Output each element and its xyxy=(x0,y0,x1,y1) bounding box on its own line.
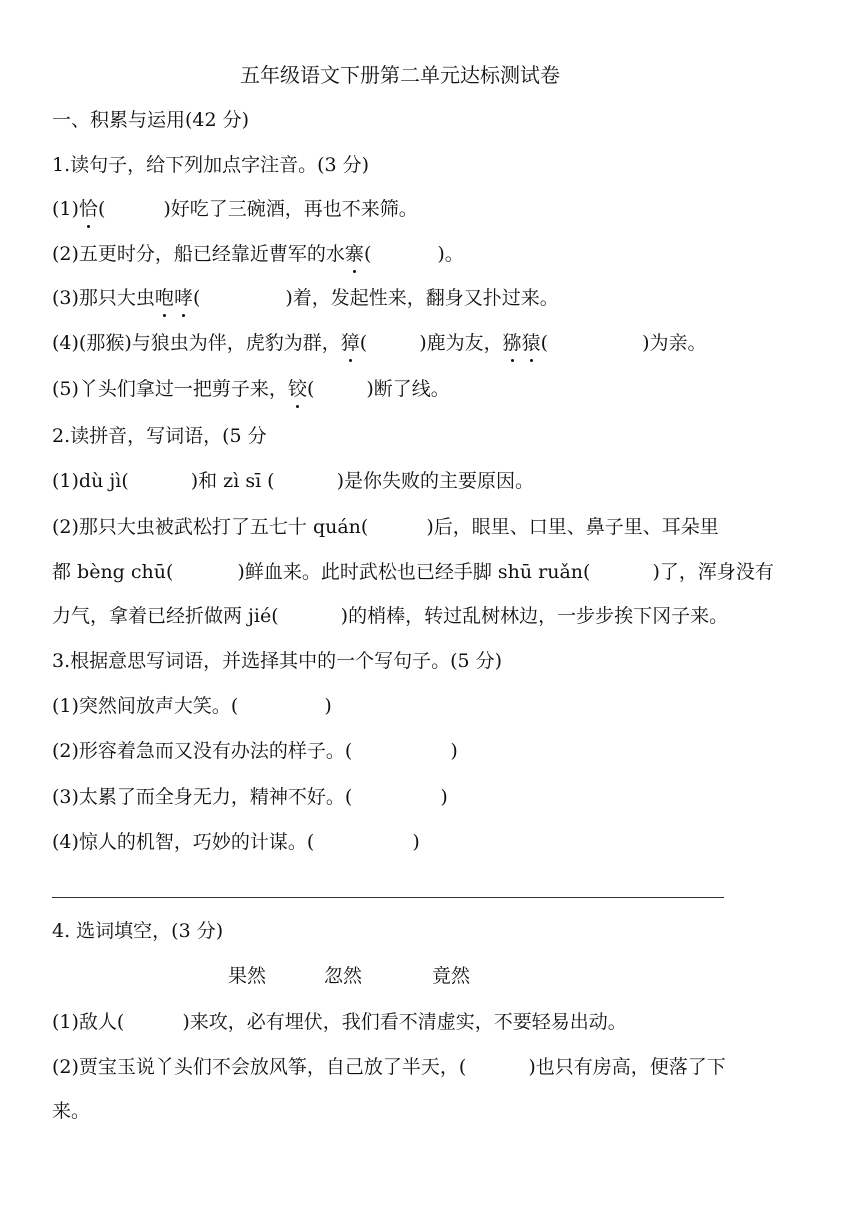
question-1-item-4: (4)(那猴)与狼虫为伴，虎豹为群，獐( )鹿为友，猕猿( )为亲。 xyxy=(52,332,707,354)
question-1-item-5: (5)丫头们拿过一把剪子来，铰( )断了线。 xyxy=(52,378,450,400)
dotted-char: 猕 xyxy=(502,332,522,354)
dotted-char: 恰 xyxy=(78,198,98,220)
question-1-item-2: (2)五更时分，船已经靠近曹军的水寨( )。 xyxy=(52,243,464,265)
question-1-item-1: (1)恰( )好吃了三碗酒，再也不来筛。 xyxy=(52,198,418,220)
section-heading: 一、积累与运用(42 分) xyxy=(52,109,250,131)
question-4-item-2-continued: 来。 xyxy=(52,1100,91,1122)
word-option: 果然 xyxy=(228,965,267,987)
word-option: 忽然 xyxy=(324,965,363,987)
question-2-line-1: (1)dù jì( )和 zì sī ( )是你失败的主要原因。 xyxy=(52,470,535,492)
question-2-line-3: 都 bèng chū( )鲜血来。此时武松也已经手脚 shū ruǎn( )了，浑身没有 xyxy=(52,561,774,583)
dotted-char: 獐 xyxy=(340,332,360,354)
dotted-char: 猿 xyxy=(521,332,541,354)
question-4-item-1: (1)敌人( )来攻，必有埋伏，我们看不清虚实，不要轻易出动。 xyxy=(52,1011,627,1033)
question-4-heading: 4. 选词填空，(3 分) xyxy=(52,920,224,942)
question-3-heading: 3.根据意思写词语，并选择其中的一个写句子。(5 分) xyxy=(52,650,503,672)
question-3-item-1: (1)突然间放声大笑。( ) xyxy=(52,695,332,717)
dotted-char: 铰 xyxy=(287,378,307,400)
question-3-item-3: (3)太累了而全身无力，精神不好。( ) xyxy=(52,786,448,808)
dotted-char: 哮 xyxy=(173,287,193,309)
question-2-heading: 2.读拼音，写词语，(5 分 xyxy=(52,425,267,447)
question-1-heading: 1.读句子，给下列加点字注音。(3 分) xyxy=(52,154,370,176)
question-1-item-3: (3)那只大虫咆哮( )着，发起性来，翻身又扑过来。 xyxy=(52,287,559,309)
question-2-line-2: (2)那只大虫被武松打了五七十 quán( )后，眼里、口里、鼻子里、耳朵里 xyxy=(52,516,719,538)
word-option: 竟然 xyxy=(432,965,471,987)
dotted-char: 寨 xyxy=(344,243,364,265)
question-3-item-2: (2)形容着急而又没有办法的样子。( ) xyxy=(52,740,458,762)
question-4-item-2: (2)贾宝玉说丫头们不会放风筝，自己放了半天，( )也只有房高，便落了下 xyxy=(52,1056,726,1078)
sentence-answer-line[interactable] xyxy=(52,897,724,898)
dotted-char: 咆 xyxy=(154,287,174,309)
question-2-line-4: 力气，拿着已经折做两 jié( )的梢棒，转过乱树林边，一步步挨下冈子来。 xyxy=(52,605,729,627)
page-title: 五年级语文下册第二单元达标测试卷 xyxy=(240,63,560,87)
question-3-item-4: (4)惊人的机智，巧妙的计谋。( ) xyxy=(52,831,420,853)
